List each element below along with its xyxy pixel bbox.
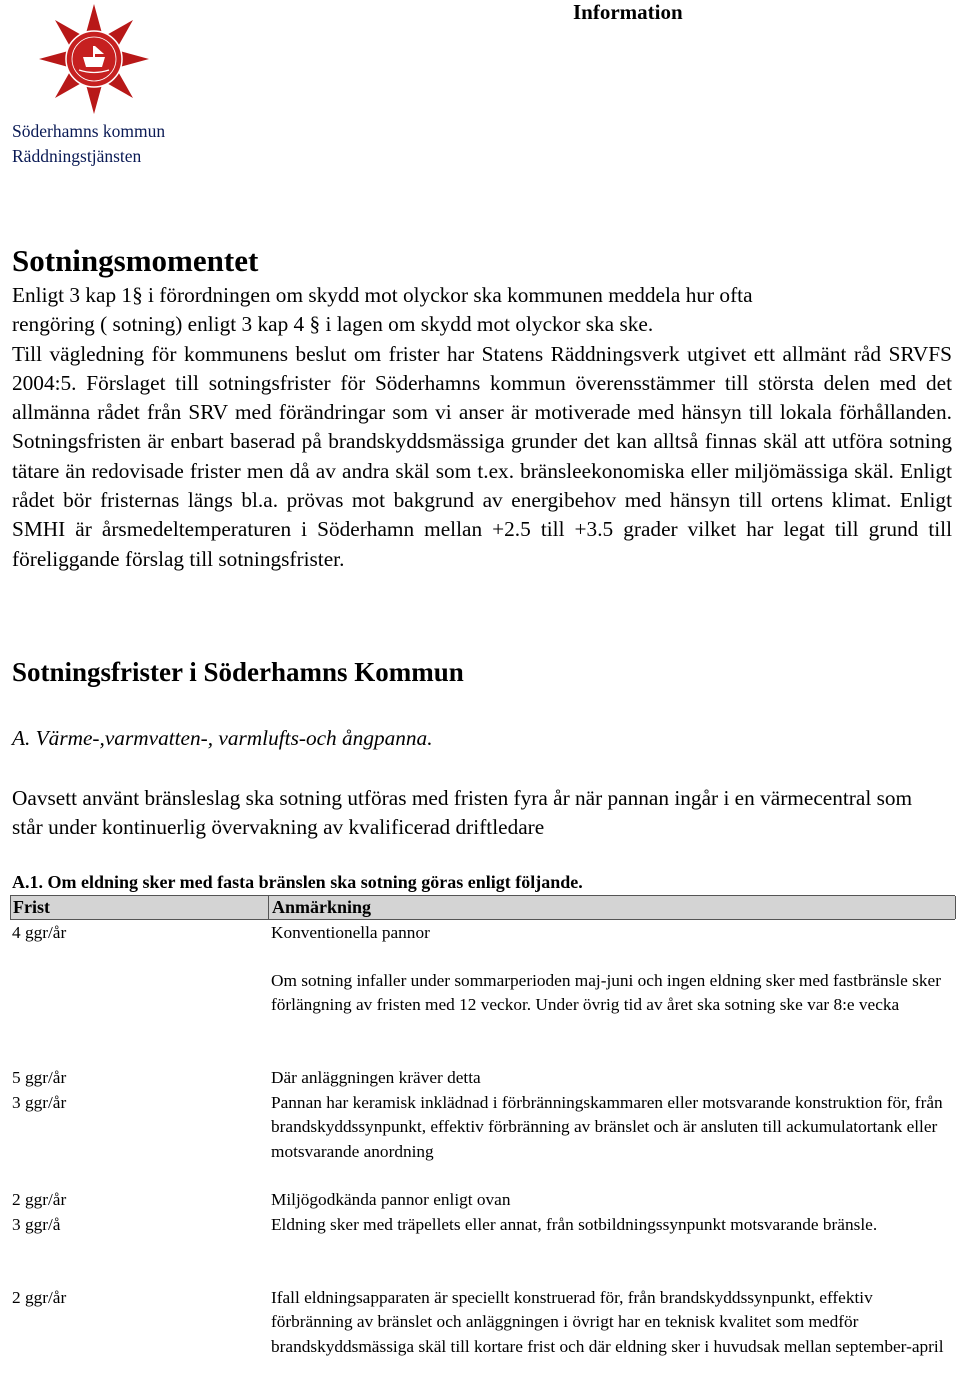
intro-paragraph	[12, 281, 952, 574]
page-title: Sotningsmomentet	[12, 243, 259, 278]
table-left-border	[10, 896, 11, 919]
document-type-label: Information	[573, 0, 683, 24]
table-row-frist: 4 ggr/år	[12, 923, 67, 942]
table-column-divider	[268, 896, 269, 919]
table-title: A.1. Om eldning sker med fasta bränslen ska sotning göras enligt följande.	[12, 872, 583, 892]
column-header-anmarkning: Anmärkning	[272, 897, 372, 917]
intro-body: Till vägledning för kommunens beslut om frister har Statens Räddningsverk utgivet ett allmänt råd SRVFS 2004:5. Förslaget till sotningsfrister för Söderhamns kommun överensstämmer till största delen med det allmänna rådet från SRV med förändringar som vi anser är motiverade med hänsyn till lokala förhållanden. Sotningsfristen är enbart baserad på brandskyddsmässiga grunder det kan alltså finnas skäl att utföra sotning tätare än redovisade frister men då av andra skäl som t.ex. bränsleekonomiska eller miljömässiga skäl. Enligt rådet bör fristernas längs bl.a. prövas mot bakgrund av energibehov med hänsyn till ortens klimat. Enligt SMHI är årsmedeltemperaturen i Söderhamn mellan +2.5 till +3.5 grader vilket har legat till grund till föreliggande förslag till sotningsfrister.	[12, 341, 952, 571]
table-row-anmarkning: Eldning sker med träpellets eller annat, från sotbildningssynpunkt motsvarande bränsle.	[271, 1215, 878, 1234]
table-row-frist: 3 ggr/år	[12, 1093, 67, 1112]
subsection-heading: A. Värme-,varmvatten-, varmlufts-och ångpanna.	[12, 726, 433, 750]
table-row-anmarkning: Pannan har keramisk inklädnad i förbränningskammaren eller motsvarande konstruktion för, från brandskyddssynpunkt, effektiv förbränning av bränslet och är ansluten till ackumulatortank eller motsvarande anordning	[271, 1093, 943, 1161]
table-row-frist: 2 ggr/år	[12, 1190, 67, 1209]
section-heading: Sotningsfrister i Söderhamns Kommun	[12, 657, 464, 687]
column-header-frist: Frist	[13, 897, 50, 917]
table-header-rule	[10, 919, 955, 920]
organization-name: Söderhamns kommun	[12, 121, 166, 141]
table-right-border	[955, 896, 956, 919]
table-row-anmarkning: Miljögodkända pannor enligt ovan	[271, 1190, 511, 1209]
table-top-rule	[10, 895, 955, 896]
table-row-anmarkning: Om sotning infaller under sommarperioden maj-juni och ingen eldning sker med fastbränsle sker förlängning av fristen med 12 veckor. Under övrig tid av året ska sotning ske var 8:e vecka	[271, 971, 941, 1015]
table-row-frist: 3 ggr/å	[12, 1215, 61, 1234]
fire-service-emblem-icon	[28, 4, 160, 114]
table-row-anmarkning: Ifall eldningsapparaten är speciellt konstruerad för, från brandskyddssynpunkt, effektiv förbränning av bränslet och anläggningen i övrigt har en teknisk kvalitet som medför brandskyddsmässiga skäl till kortare frist och där eldning sker i huvudsak mellan september-april	[271, 1288, 944, 1356]
table-row-frist: 2 ggr/år	[12, 1288, 67, 1307]
intro-line-2: rengöring ( sotning) enligt 3 kap 4 § i lagen om skydd mot olyckor ska ske.	[12, 312, 654, 337]
table-header-background	[10, 896, 955, 919]
table-row-anmarkning: Där anläggningen kräver detta	[271, 1068, 481, 1087]
department-name: Räddningstjänsten	[12, 146, 142, 166]
intro-line-1: Enligt 3 kap 1§ i förordningen om skydd mot olyckor ska kommunen meddela hur ofta	[12, 283, 753, 307]
table-row-frist: 5 ggr/år	[12, 1068, 67, 1087]
table-row-anmarkning: Konventionella pannor	[271, 923, 430, 942]
supervision-paragraph: Oavsett använt bränsleslag ska sotning utföras med fristen fyra år när pannan ingår i en värmecentral som står under kontinuerlig övervakning av kvalificerad driftledare	[12, 786, 913, 840]
